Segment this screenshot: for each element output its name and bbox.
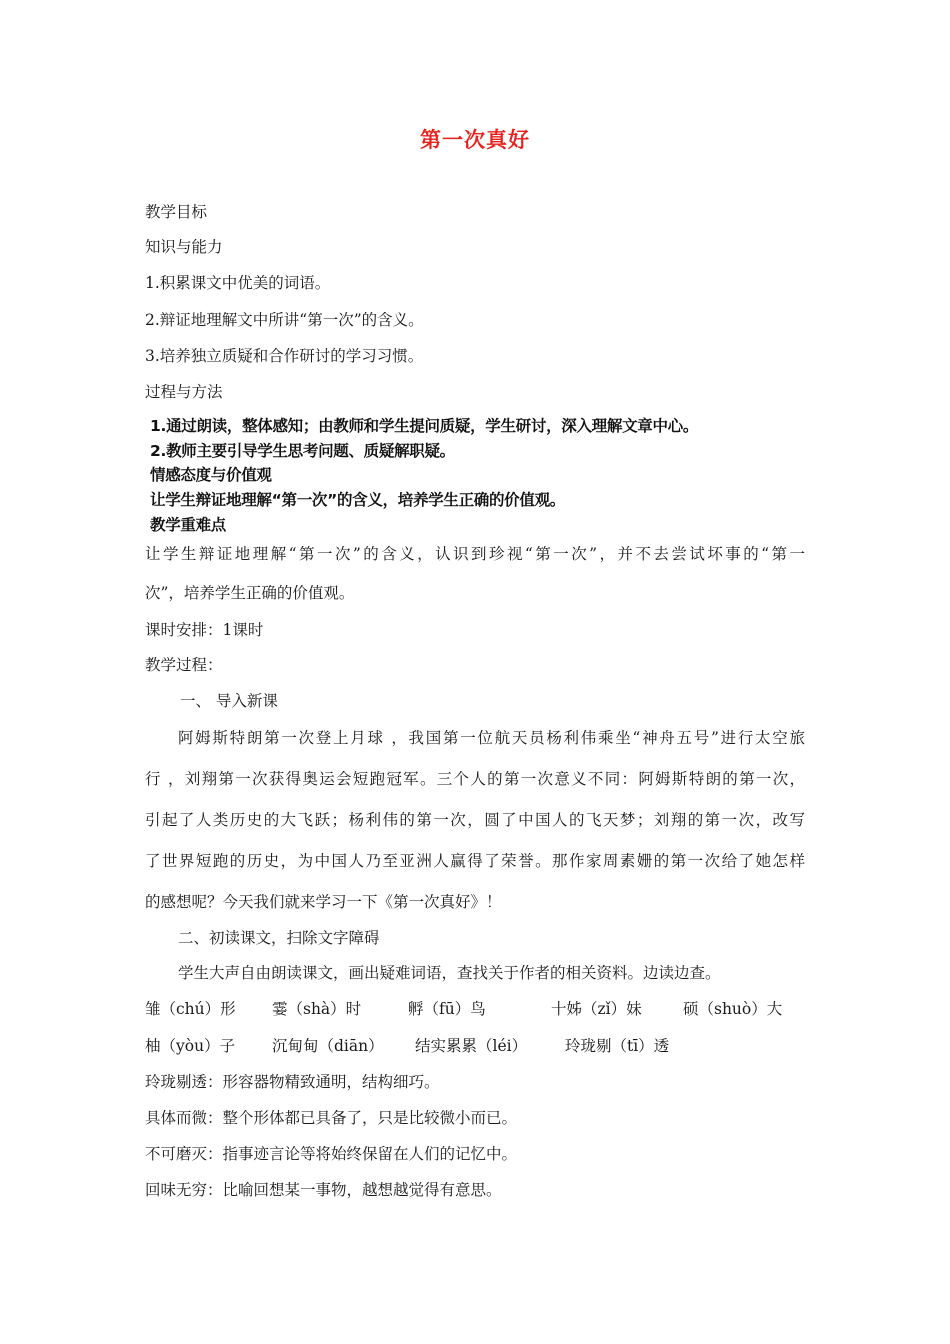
emotion-heading: 情感态度与价值观 [150, 466, 272, 484]
section1-paragraph-line: 引起了人类历史的大飞跃；杨利伟的第一次，圆了中国人的飞天梦；刘翔的第一次，改写 [145, 811, 805, 829]
difficulty-heading: 教学重难点 [150, 516, 227, 534]
vocab-item: 霎（shà）时 [272, 1000, 362, 1018]
process-label: 教学过程： [145, 656, 223, 674]
schedule: 课时安排：1课时 [145, 621, 264, 639]
process-item: 1.通过朗读，整体感知；由教师和学生提问质疑，学生研讨，深入理解文章中心。 [150, 417, 699, 435]
difficulty-line: 次”，培养学生正确的价值观。 [145, 584, 355, 602]
document-title: 第一次真好 [420, 127, 530, 152]
vocab-item: 孵（fū）鸟 [408, 1000, 486, 1018]
process-item: 2.教师主要引导学生思考问题、质疑解职疑。 [150, 442, 455, 460]
knowledge-heading: 知识与能力 [145, 238, 223, 256]
emotion-text: 让学生辩证地理解“第一次”的含义，培养学生正确的价值观。 [150, 491, 565, 509]
section2-title: 二、初读课文，扫除文字障碍 [178, 929, 380, 947]
knowledge-item: 1.积累课文中优美的词语。 [145, 274, 331, 292]
section1-paragraph-line: 了世界短跑的历史，为中国人乃至亚洲人赢得了荣誉。那作家周素姗的第一次给了她怎样 [145, 852, 805, 870]
goals-heading: 教学目标 [145, 203, 208, 221]
vocab-item: 十姊（zǐ）妹 [551, 1000, 642, 1018]
vocab-item: 硕（shuò）大 [683, 1000, 783, 1018]
section1-paragraph-line: 行 ，刘翔第一次获得奥运会短跑冠军。三个人的第一次意义不同：阿姆斯特朗的第一次， [145, 770, 805, 788]
knowledge-item: 2.辩证地理解文中所讲“第一次”的含义。 [145, 311, 424, 329]
section1-paragraph-line: 阿姆斯特朗第一次登上月球 ，我国第一位航天员杨利伟乘坐“神舟五号”进行太空旅 [178, 729, 805, 747]
vocab-item: 结实累累（léi） [415, 1037, 528, 1055]
definition-item: 具体而微：整个形体都已具备了，只是比较微小而已。 [145, 1109, 518, 1127]
definition-item: 玲珑剔透：形容器物精致通明，结构细巧。 [145, 1073, 440, 1091]
section1-title: 一、 导入新课 [180, 692, 278, 710]
knowledge-item: 3.培养独立质疑和合作研讨的学习习惯。 [145, 347, 424, 365]
section1-paragraph-line: 的感想呢？今天我们就来学习一下《第一次真好》！ [145, 893, 502, 911]
vocab-item: 雏（chú）形 [145, 1000, 236, 1018]
definition-item: 回味无穷：比喻回想某一事物，越想越觉得有意思。 [145, 1181, 502, 1199]
section2-intro: 学生大声自由朗读课文，画出疑难词语，查找关于作者的相关资料。边读边查。 [178, 964, 721, 982]
difficulty-line: 让学生辩证地理解“第一次”的含义，认识到珍视“第一次”，并不去尝试坏事的“第一 [145, 545, 805, 563]
process-heading: 过程与方法 [145, 383, 223, 401]
definition-item: 不可磨灭：指事迹言论等将始终保留在人们的记忆中。 [145, 1145, 518, 1163]
vocab-item: 柚（yòu）子 [145, 1037, 236, 1055]
vocab-item: 玲珑剔（tī）透 [565, 1037, 670, 1055]
vocab-item: 沉甸甸（diān） [272, 1037, 384, 1055]
